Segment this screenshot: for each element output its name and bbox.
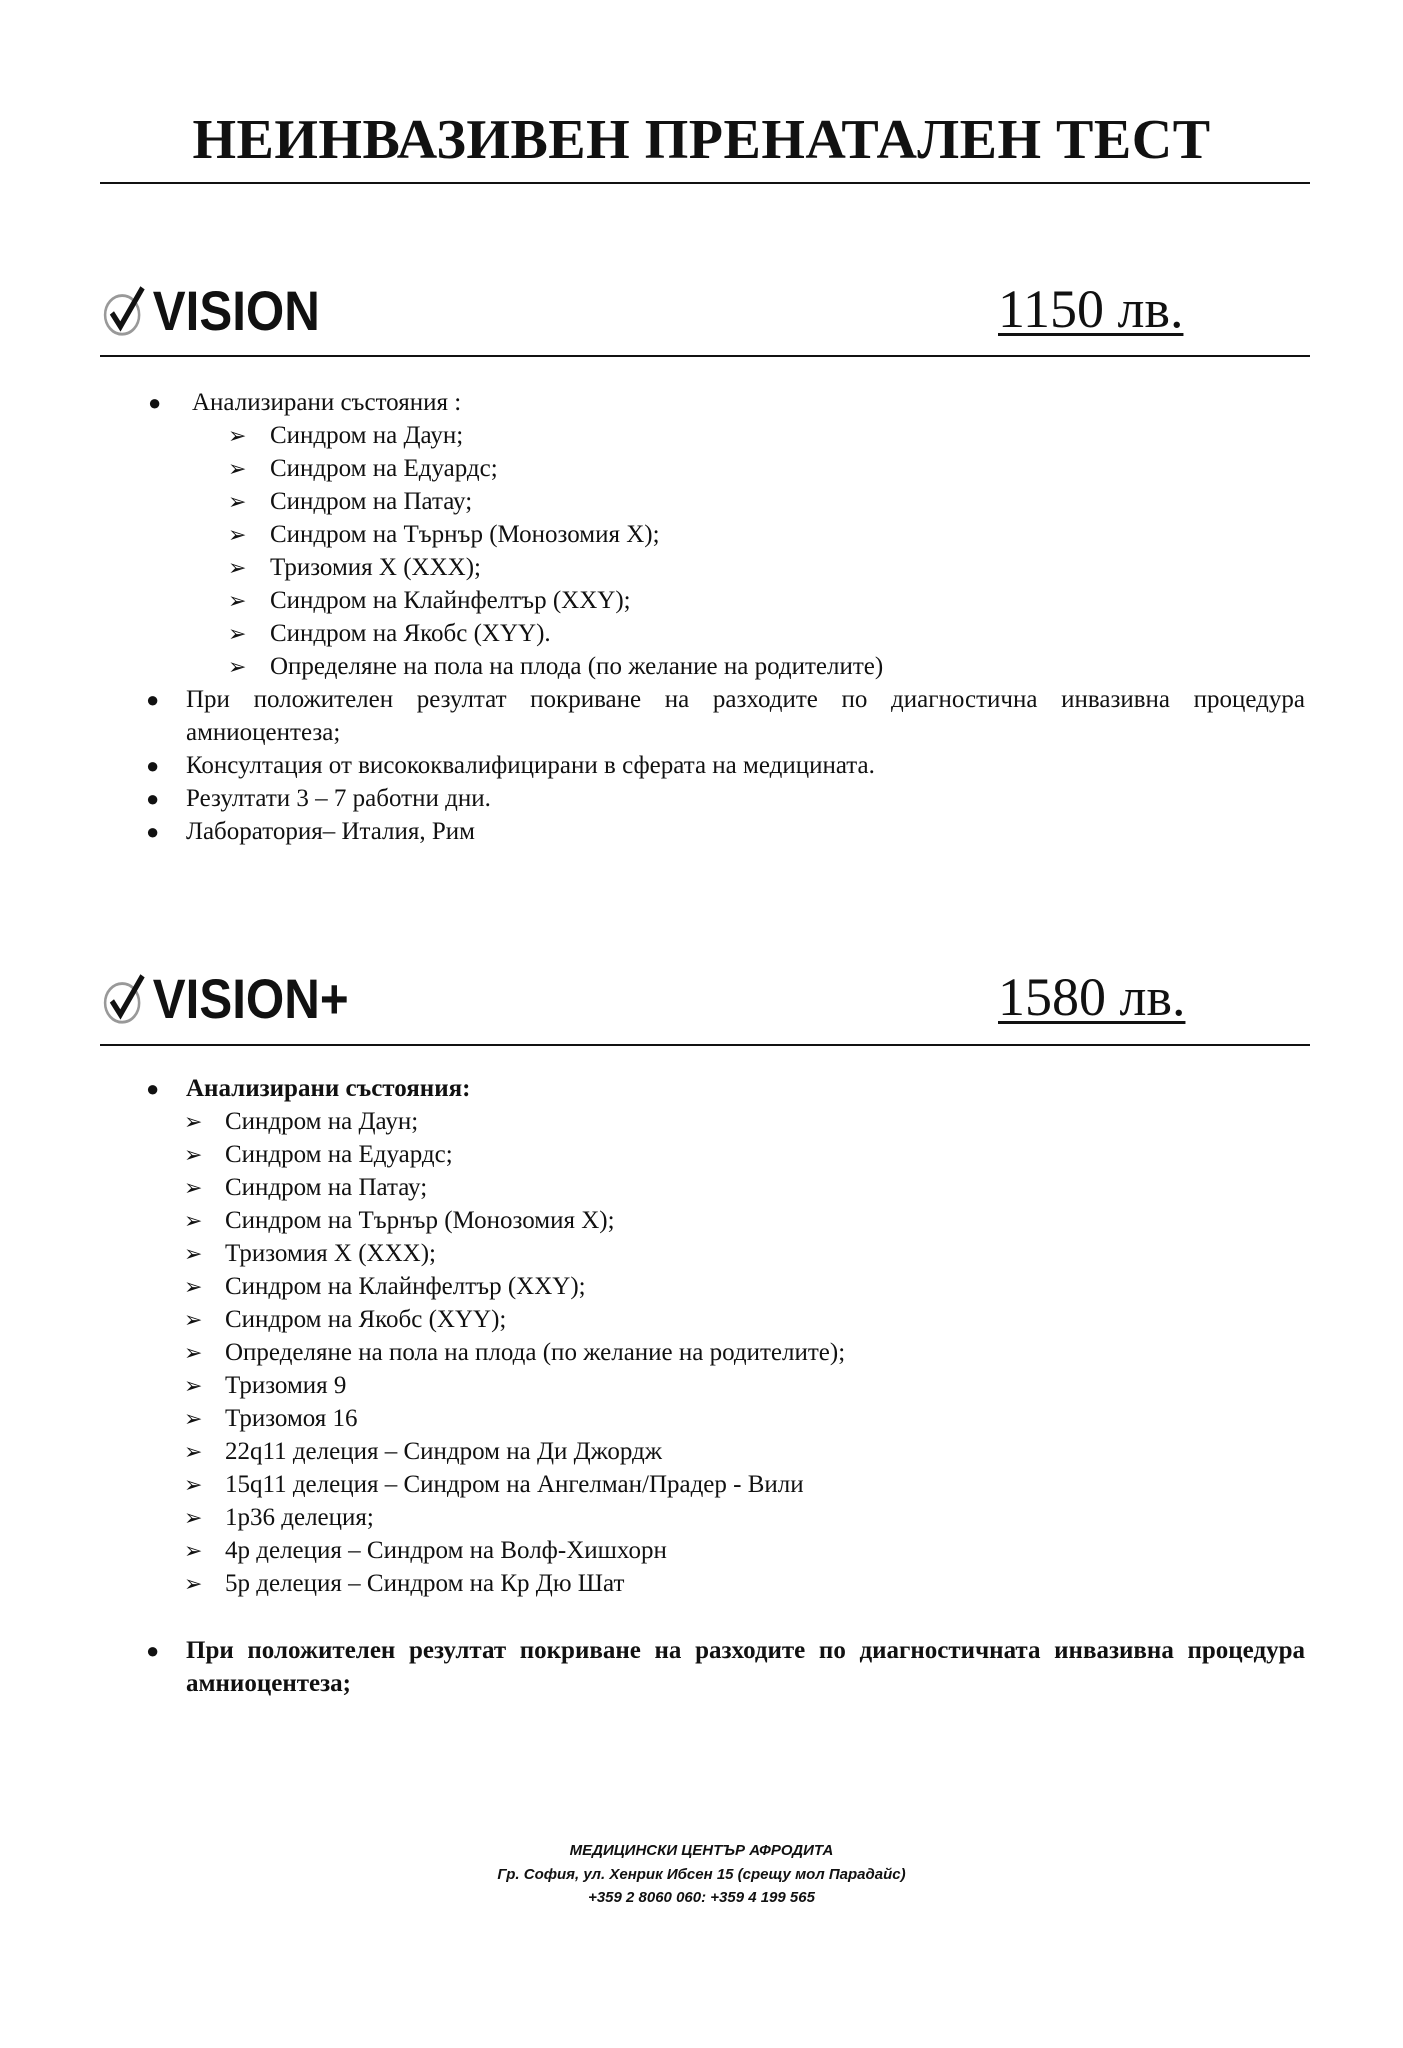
vision-plus-divider: [100, 1044, 1310, 1046]
condition-item: [0, 584, 1403, 617]
footer-phones: +359 2 8060 060: +359 4 199 565: [588, 1889, 815, 1906]
bullet-icon: ●: [146, 819, 160, 844]
bullet-icon: ●: [146, 753, 160, 778]
condition-item: [0, 1138, 1403, 1171]
vision-plus-price: 1580 лв.: [998, 967, 1186, 1027]
analyzed-label: Анализирани състояния:: [186, 1075, 471, 1102]
arrow-bullet-icon: ➢: [228, 522, 247, 547]
arrow-bullet-icon: ➢: [184, 1373, 203, 1398]
condition-text: Синдром на Търнър (Монозомия X);: [270, 521, 660, 548]
bullet-icon: ●: [146, 1638, 160, 1663]
arrow-bullet-icon: ➢: [228, 555, 247, 580]
arrow-bullet-icon: ➢: [184, 1406, 203, 1431]
vision-plus-details: [0, 1072, 1403, 1700]
condition-item: [0, 1237, 1403, 1270]
condition-text: Синдром на Едуардс;: [270, 455, 498, 482]
arrow-bullet-icon: ➢: [184, 1208, 203, 1233]
condition-item: [0, 518, 1403, 551]
arrow-bullet-icon: ➢: [184, 1439, 203, 1464]
condition-text: Синдром на Даун;: [225, 1108, 419, 1135]
condition-text: Определяне на пола на плода (по желание на родителите);: [225, 1339, 846, 1366]
bullet-text: Резултати 3 – 7 работни дни.: [186, 785, 491, 812]
condition-text: 1p36 делеция;: [225, 1504, 374, 1531]
arrow-bullet-icon: ➢: [228, 621, 247, 646]
condition-text: Синдром на Патау;: [270, 488, 473, 515]
page-title: НЕИНВАЗИВЕН ПРЕНАТАЛЕН ТЕСТ: [192, 109, 1211, 171]
condition-item: [0, 1303, 1403, 1336]
vision-plus-name: VISION+: [152, 967, 349, 1030]
condition-item: [0, 452, 1403, 485]
list-item: ● Анализирани състояния :: [148, 389, 462, 416]
condition-item: [0, 1402, 1403, 1435]
list-item: [0, 683, 1305, 749]
bullet-icon: ●: [146, 786, 160, 811]
condition-item: [0, 1468, 1403, 1501]
condition-item: [0, 1270, 1403, 1303]
vision-heading: [100, 278, 320, 343]
condition-item: [0, 1534, 1403, 1567]
footer-company: МЕДИЦИНСКИ ЦЕНТЪР АФРОДИТА: [569, 1842, 834, 1859]
list-item: ● Анализирани състояния:: [146, 1075, 471, 1102]
condition-item: [0, 1435, 1403, 1468]
analyzed-label: Анализирани състояния :: [192, 389, 462, 416]
condition-text: Синдром на Даун;: [270, 422, 464, 449]
arrow-bullet-icon: ➢: [184, 1307, 203, 1332]
condition-item: [0, 1501, 1403, 1534]
condition-text: 22q11 делеция – Синдром на Ди Джордж: [225, 1438, 662, 1465]
bullet-icon: ●: [146, 687, 160, 712]
arrow-bullet-icon: ➢: [184, 1340, 203, 1365]
arrow-bullet-icon: ➢: [228, 654, 247, 679]
bullet-text: При положителен резултат покриване на разходите по диагностична инвазивна процедура амниоцентеза;: [186, 686, 1305, 746]
condition-item: [0, 1171, 1403, 1204]
condition-text: Синдром на Якобс (XYY).: [270, 620, 551, 647]
condition-text: Синдром на Клайнфелтър (XXY);: [225, 1273, 586, 1300]
vision-details: [0, 386, 1403, 848]
condition-text: Тризомия 9: [225, 1372, 347, 1399]
condition-item: [0, 617, 1403, 650]
arrow-bullet-icon: ➢: [184, 1142, 203, 1167]
condition-item: [0, 1204, 1403, 1237]
vision-price: 1150 лв.: [998, 279, 1184, 339]
arrow-bullet-icon: ➢: [184, 1505, 203, 1530]
checkmark-circle-icon: [100, 970, 151, 1028]
arrow-bullet-icon: ➢: [184, 1175, 203, 1200]
condition-item: [0, 419, 1403, 452]
arrow-bullet-icon: ➢: [184, 1538, 203, 1563]
arrow-bullet-icon: ➢: [228, 489, 247, 514]
condition-text: Определяне на пола на плода (по желание на родителите): [270, 653, 884, 680]
bullet-text: Консултация от висококвалифицирани в сферата на медицината.: [186, 752, 875, 779]
checkmark-circle-icon: [100, 282, 151, 340]
condition-item: [0, 551, 1403, 584]
condition-text: 5p делеция – Синдром на Кр Дю Шат: [225, 1570, 625, 1597]
condition-item: [0, 485, 1403, 518]
condition-item: [0, 650, 1403, 683]
condition-text: Синдром на Патау;: [225, 1174, 428, 1201]
condition-text: Синдром на Едуардс;: [225, 1141, 453, 1168]
title-divider: [100, 182, 1310, 184]
bullet-text: Лаборатория– Италия, Рим: [186, 818, 476, 845]
condition-text: Тризомия X (XXX);: [270, 554, 481, 581]
arrow-bullet-icon: ➢: [184, 1571, 203, 1596]
vision-plus-bullets: [0, 1634, 1403, 1700]
arrow-bullet-icon: ➢: [184, 1274, 203, 1299]
list-item: [0, 782, 1305, 815]
list-item: [0, 749, 1305, 782]
arrow-bullet-icon: ➢: [184, 1472, 203, 1497]
condition-text: Тризомоя 16: [225, 1405, 358, 1432]
condition-text: Синдром на Търнър (Монозомия X);: [225, 1207, 615, 1234]
vision-name: VISION: [152, 279, 320, 342]
vision-bullets: [0, 683, 1403, 848]
condition-text: Синдром на Якобс (XYY);: [225, 1306, 507, 1333]
vision-plus-heading: [100, 966, 349, 1031]
condition-text: 15q11 делеция – Синдром на Ангелман/Прадер - Вили: [225, 1471, 804, 1498]
arrow-bullet-icon: ➢: [184, 1241, 203, 1266]
arrow-bullet-icon: ➢: [228, 456, 247, 481]
condition-text: 4p делеция – Синдром на Волф-Хишхорн: [225, 1537, 667, 1564]
arrow-bullet-icon: ➢: [228, 423, 247, 448]
condition-text: Тризомия X (XXX);: [225, 1240, 436, 1267]
condition-item: [0, 1336, 1403, 1369]
vision-divider: [100, 355, 1310, 357]
vision-conditions: [0, 419, 1403, 683]
list-item: [0, 815, 1305, 848]
footer: [0, 1839, 1403, 1910]
arrow-bullet-icon: ➢: [228, 588, 247, 613]
condition-text: Синдром на Клайнфелтър (XXY);: [270, 587, 631, 614]
list-item: [0, 1634, 1305, 1700]
bullet-text: При положителен резултат покриване на разходите по диагностичната инвазивна процедура амниоцентеза;: [186, 1637, 1305, 1697]
condition-item: [0, 1105, 1403, 1138]
arrow-bullet-icon: ➢: [184, 1109, 203, 1134]
footer-address: Гр. София, ул. Хенрик Ибсен 15 (срещу мол Парадайс): [497, 1865, 906, 1883]
condition-item: [0, 1369, 1403, 1402]
vision-plus-conditions: [0, 1105, 1403, 1600]
condition-item: [0, 1567, 1403, 1600]
